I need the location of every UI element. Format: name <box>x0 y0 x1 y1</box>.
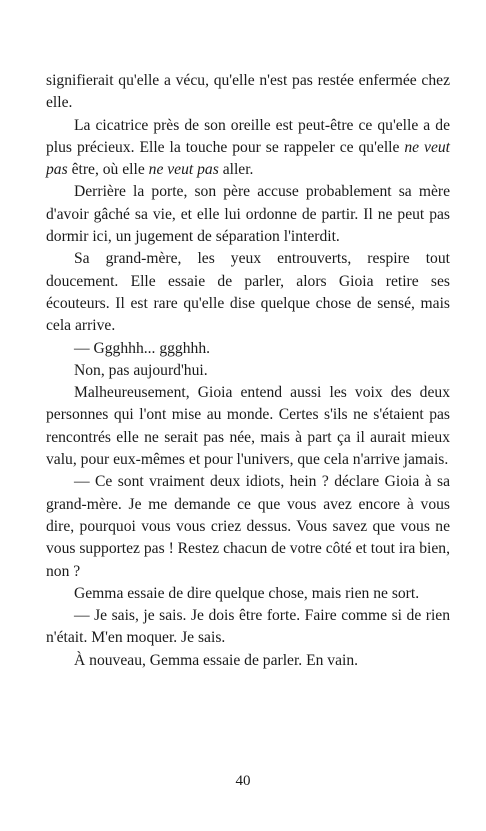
text-segment: Gemma essaie de dire quelque chose, mais rien ne sort. <box>74 584 420 602</box>
page-number: 40 <box>235 773 251 789</box>
paragraph-2 <box>46 115 450 182</box>
text-segment: — Je sais, je sais. Je dois être forte. Faire comme si de rien n'était. M'en moquer. Je sais. <box>46 607 450 647</box>
paragraph-8 <box>46 471 450 582</box>
paragraph-11 <box>46 650 450 672</box>
text-segment: signifierait qu'elle a vécu, qu'elle n'est pas restée enfermée chez elle. <box>46 72 450 112</box>
book-page-text <box>46 70 450 672</box>
text-segment: Malheureusement, Gioia entend aussi les voix des deux personnes qui l'ont mise au monde. Certes s'ils ne s'étaient pas rencontrés elle ne serait pas née, mais à part ça il aurait mieux valu, pour eux-mêmes et pour l'univers, que cela n'arrive jamais. <box>46 384 450 469</box>
paragraph-10 <box>46 605 450 650</box>
text-segment: aller. <box>218 161 254 179</box>
paragraph-9 <box>46 583 450 605</box>
paragraph-6 <box>46 360 450 382</box>
italic-text: ne veut pas <box>148 161 219 179</box>
paragraph-3 <box>46 181 450 248</box>
text-segment: être, où elle <box>67 161 149 179</box>
text-segment: — Ggghhh... ggghhh. <box>74 339 211 357</box>
text-segment: — Ce sont vraiment deux idiots, hein ? déclare Gioia à sa grand-mère. Je me demande ce que vous avez encore à vous dire, pourquoi vous vous criez dessus. Vous savez que vous ne vous supportez pas ! Restez chacun de votre côté et tout ira bien, non ? <box>46 473 450 580</box>
paragraph-5 <box>46 338 450 360</box>
paragraph-4 <box>46 248 450 337</box>
text-segment: À nouveau, Gemma essaie de parler. En vain. <box>74 651 359 669</box>
text-segment: Non, pas aujourd'hui. <box>74 361 208 379</box>
paragraph-1 <box>46 70 450 115</box>
text-segment: La cicatrice près de son oreille est peut-être ce qu'elle a de plus précieux. Elle la touche pour se rappeler ce qu'elle <box>46 116 450 156</box>
italic-text: ne veut pas <box>46 138 450 179</box>
text-segment: Sa grand-mère, les yeux entrouverts, respire tout doucement. Elle essaie de parler, alors Gioia retire ses écouteurs. Il est rare qu'elle dise quelque chose de sensé, mais cela arrive. <box>46 250 450 335</box>
text-segment: Derrière la porte, son père accuse probablement sa mère d'avoir gâché sa vie, et elle lui ordonne de partir. Il ne peut pas dormir ici, un jugement de séparation l'interdit. <box>46 183 450 246</box>
paragraph-7 <box>46 382 450 471</box>
